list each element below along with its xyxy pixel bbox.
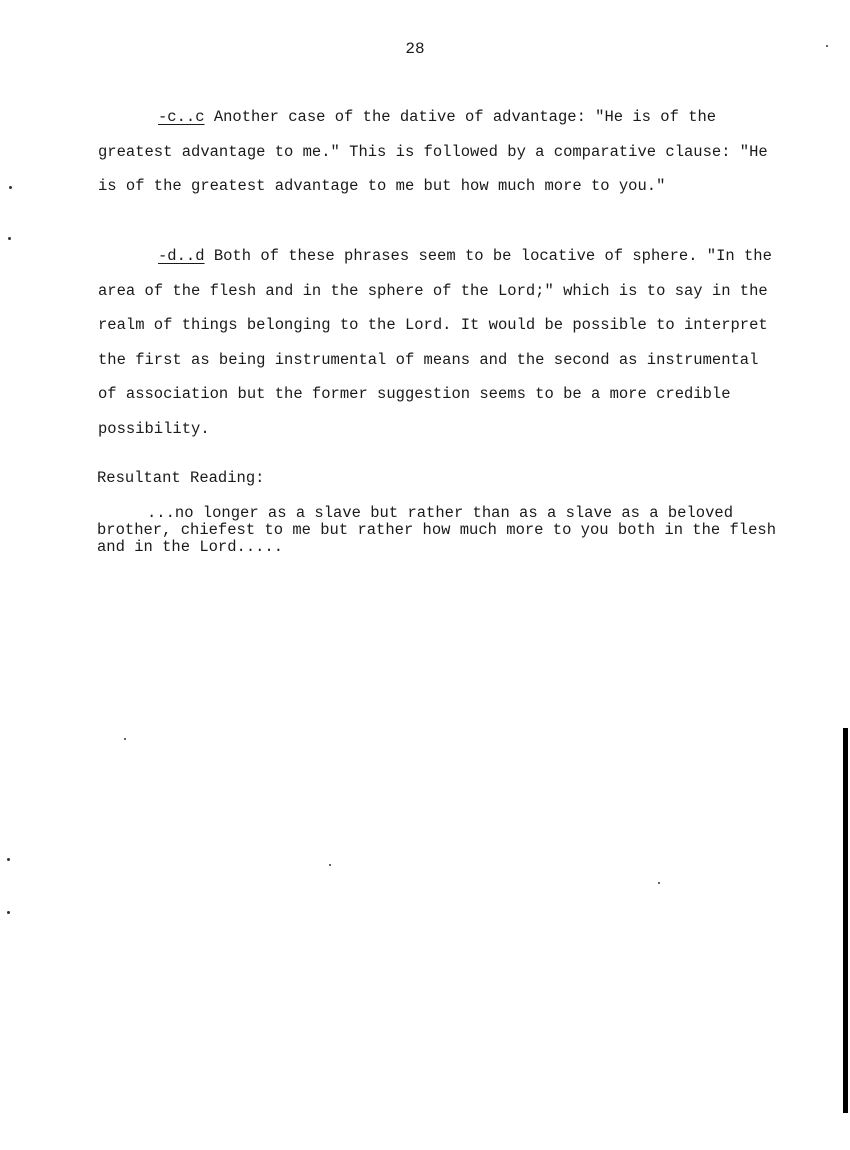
scan-speck: [8, 237, 11, 240]
paragraph-d: [98, 239, 778, 446]
resultant-reading-body: ...no longer as a slave but rather than as a slave as a beloved brother, chiefest to me but rather how much more to you both in the flesh and in the Lord.....: [97, 504, 777, 556]
scan-edge-shadow: [843, 728, 848, 1113]
paragraph-c: [98, 100, 778, 204]
paragraph-marker-c: -c..c: [158, 108, 205, 126]
page-number: 28: [405, 40, 425, 58]
scan-speck: [7, 858, 10, 861]
resultant-reading-text: [97, 505, 797, 556]
scan-speck: [329, 864, 331, 866]
scan-speck: [7, 911, 10, 914]
scan-speck: [826, 45, 828, 47]
scan-speck: [124, 738, 126, 740]
scan-speck: [658, 882, 660, 884]
paragraph-text-c: Another case of the dative of advantage: "He is of the greatest advantage to me." This is followed by a comparative clause: "He is of the greatest advantage to me but how much more to you.": [98, 108, 768, 195]
scan-speck: [9, 186, 12, 189]
paragraph-marker-d: -d..d: [158, 247, 205, 265]
resultant-reading-heading: Resultant Reading:: [97, 469, 265, 487]
paragraph-text-d: Both of these phrases seem to be locative of sphere. "In the area of the flesh and in the sphere of the Lord;" which is to say in the realm of things belonging to the Lord. It would be possible to interpret the first as being instrumental of means and the second as instrumental of association but the former suggestion seems to be a more credible possibility.: [98, 247, 772, 438]
